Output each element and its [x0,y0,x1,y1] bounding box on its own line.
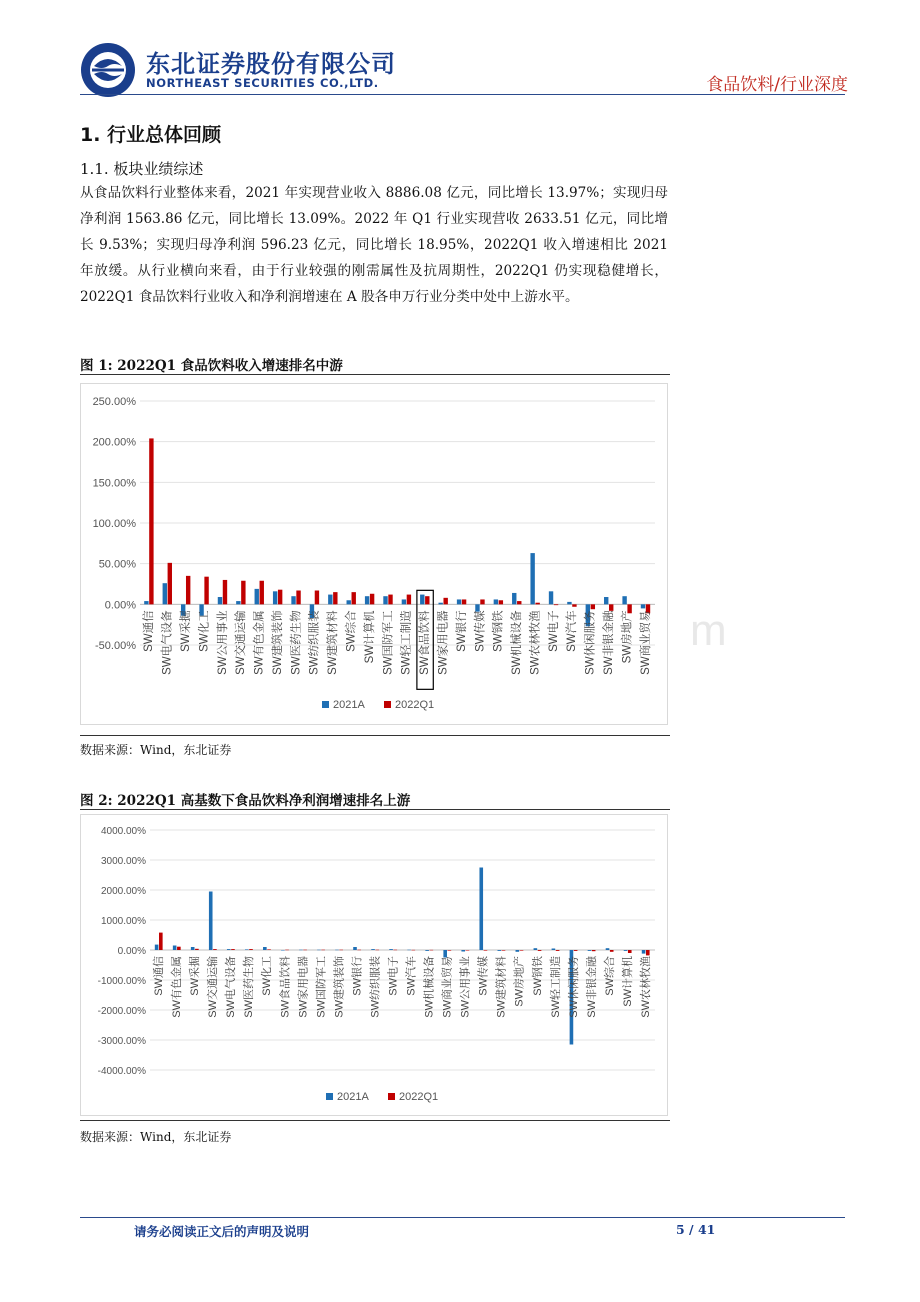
bar-2022Q1 [538,950,542,951]
y-tick-label: -4000.00% [97,1066,146,1077]
bar-2022Q1 [610,950,614,952]
bar-2021A [606,948,610,950]
bar-2022Q1 [177,947,181,950]
figure1-source: 数据来源：Wind，东北证券 [80,743,232,757]
figure1-title: 图 1: 2022Q1 食品饮料收入增速排名中游 [80,358,343,374]
bar-2022Q1 [315,591,319,605]
bar-2021A [383,596,387,604]
category-label: SW轻工制造 [549,956,562,1018]
bar-2021A [155,945,159,950]
y-tick-label: 3000.00% [100,856,146,867]
figure1-chart [80,383,668,725]
bar-2022Q1 [443,598,447,605]
bar-2021A [328,595,332,605]
bar-2022Q1 [357,950,361,951]
y-tick-label: 150.00% [92,477,136,490]
section-heading: 1. 行业总体回顾 [80,124,222,146]
bar-2021A [530,553,534,604]
net-profit-growth-chart [80,814,668,1116]
bar-2021A [516,950,520,952]
bar-2021A [273,591,277,604]
category-label: SW纺织服装 [308,610,321,675]
bar-2021A [641,604,645,608]
revenue-growth-chart [80,383,668,725]
y-tick-label: 1000.00% [100,916,146,927]
bar-2021A [255,589,259,604]
category-label: SW采掘 [189,956,202,996]
category-label: SW电气设备 [161,610,174,675]
bar-2022Q1 [186,576,190,604]
category-label: SW综合 [345,610,358,652]
legend-label: 2021A [337,1091,369,1103]
bar-2021A [263,947,267,950]
bar-2022Q1 [375,950,379,951]
category-label: SW家用电器 [437,610,450,675]
category-label: SW建筑材料 [327,610,340,675]
bar-2022Q1 [159,933,163,950]
bar-2022Q1 [609,604,613,611]
company-name-cn: 东北证券股份有限公司 [146,50,396,78]
bar-2022Q1 [499,600,503,604]
bar-2022Q1 [646,950,650,955]
bar-2022Q1 [502,950,506,951]
category-label: SW非银金融 [585,956,598,1018]
category-label: SW休闲服务 [567,956,580,1018]
bar-2022Q1 [370,594,374,605]
bar-2022Q1 [412,950,416,951]
category-label: SW电子 [547,610,560,652]
footer-disclaimer: 请务必阅读正文后的声明及说明 [134,1224,310,1239]
category-label: SW钢铁 [492,610,505,652]
bar-2022Q1 [249,949,253,950]
legend-swatch [388,1093,395,1100]
category-label: SW国防军工 [315,956,328,1018]
category-label: SW商业贸易 [639,610,652,675]
bar-2022Q1 [592,950,596,951]
bar-2021A [173,946,177,951]
bar-2022Q1 [149,438,153,604]
y-tick-label: -2000.00% [97,1006,146,1017]
category-label: SW国防军工 [382,610,395,675]
category-label: SW计算机 [621,956,634,1007]
bar-2022Q1 [168,563,172,604]
watermark: m [690,606,727,655]
category-label: SW机械设备 [423,956,436,1018]
category-label: SW钢铁 [531,956,544,996]
category-label: SW农林牧渔 [529,610,542,675]
legend-swatch [322,701,329,708]
bar-2022Q1 [628,950,632,953]
bar-2021A [317,950,321,951]
bar-2022Q1 [520,950,524,951]
category-label: SW交通运输 [207,956,220,1018]
bar-2022Q1 [484,950,488,951]
header-divider [80,94,845,95]
bar-2021A [402,599,406,604]
y-tick-label: 200.00% [92,436,136,449]
figure2-source: 数据来源：Wind，东北证券 [80,1130,232,1144]
bar-2021A [281,950,285,951]
bar-2022Q1 [425,596,429,604]
bar-2021A [497,950,501,951]
bar-2021A [299,950,303,951]
category-label: SW汽车 [405,956,418,996]
bar-2022Q1 [554,604,558,605]
figure1-bottom-rule [80,735,670,736]
y-tick-label: 2000.00% [100,886,146,897]
bar-2021A [144,601,148,604]
bar-2022Q1 [480,599,484,604]
category-label: SW传媒 [474,610,487,652]
bar-2021A [227,949,231,950]
category-label: SW房地产 [513,956,526,1007]
company-logo-icon [80,42,136,98]
category-label: SW休闲服务 [584,610,597,675]
category-label: SW医药生物 [243,956,256,1018]
bar-2021A [353,947,357,950]
bar-2021A [389,949,393,950]
category-label: SW家用电器 [297,956,310,1018]
bar-2021A [588,950,592,951]
bar-2022Q1 [223,580,227,604]
figure2-top-rule [80,809,670,810]
category-label: SW电气设备 [225,956,238,1018]
category-label: SW轻工制造 [400,610,413,675]
bar-2022Q1 [260,581,264,605]
bar-2021A [209,892,213,951]
category-label: SW交通运输 [235,610,248,675]
figure2-title: 图 2: 2022Q1 高基数下食品饮料净利润增速排名上游 [80,793,411,809]
bar-2022Q1 [241,581,245,605]
category-label: SW医药生物 [290,610,303,675]
bar-2021A [624,950,628,951]
category-label: SW电子 [387,956,400,996]
y-tick-label: -50.00% [95,640,136,652]
category-label: SW建筑装饰 [271,610,284,675]
bar-2021A [163,583,167,604]
bar-2022Q1 [517,601,521,604]
bar-2022Q1 [462,599,466,604]
category-label: SW建筑材料 [495,956,508,1018]
bar-2021A [494,599,498,604]
category-label: SW采掘 [179,610,192,652]
figure2-chart [80,814,668,1116]
bar-2021A [552,949,556,951]
bar-2021A [567,602,571,604]
bar-2021A [335,950,339,951]
legend-label: 2022Q1 [399,1091,439,1103]
category-label: SW汽车 [566,610,579,652]
bar-2022Q1 [303,950,307,951]
category-label: SW公用事业 [216,610,229,675]
bar-2021A [438,603,442,605]
category-label: SW农林牧渔 [639,956,652,1018]
bar-2021A [245,949,249,950]
bar-2022Q1 [278,590,282,605]
legend-label: 2022Q1 [395,699,435,711]
bar-2022Q1 [388,595,392,605]
legend-label: 2021A [333,699,365,711]
y-tick-label: -3000.00% [97,1036,146,1047]
bar-2021A [461,950,465,952]
category-label: SW通信 [153,956,166,996]
bar-2022Q1 [352,592,356,604]
bar-2021A [236,601,240,604]
company-name-en: NORTHEAST SECURITIES CO.,LTD. [146,76,379,90]
bar-2021A [420,595,424,605]
bar-2021A [512,593,516,604]
bar-2022Q1 [591,604,595,609]
bar-2022Q1 [213,949,217,950]
bar-2021A [479,868,483,951]
page-number: 5 / 41 [676,1222,716,1237]
bar-2022Q1 [393,950,397,951]
category-label: SW机械设备 [511,610,524,675]
figure1-top-rule [80,374,670,375]
bar-2021A [622,596,626,604]
bar-2021A [371,949,375,950]
category-label: SW计算机 [363,610,376,664]
bar-2022Q1 [296,591,300,605]
bar-2022Q1 [267,949,271,950]
bar-2021A [365,596,369,604]
category-label: SW有色金属 [171,956,184,1018]
bar-2022Q1 [556,950,560,951]
bar-2022Q1 [448,950,452,951]
category-label: SW建筑装饰 [333,956,346,1018]
bar-2021A [549,591,553,604]
category-label: SW综合 [603,956,616,996]
category-label: SW非银金融 [603,610,616,675]
footer-divider [80,1217,845,1218]
legend-swatch [384,701,391,708]
bar-2021A [604,597,608,604]
bar-2021A [191,947,195,950]
category-label: SW房地产 [621,610,634,664]
y-tick-label: -1000.00% [97,976,146,987]
page-header [0,0,920,100]
category-label: SW有色金属 [253,610,266,675]
bar-2022Q1 [333,592,337,604]
bar-2021A [457,599,461,604]
bar-2022Q1 [285,950,289,951]
bar-2022Q1 [430,950,434,951]
bar-2022Q1 [574,950,578,951]
body-paragraph: 从食品饮料行业整体来看，2021 年实现营业收入 8886.08 亿元，同比增长 13.97%；实现归母净利润 1563.86 亿元，同比增长 13.09%。2022 年 Q1 行业实现营收 2633.51 亿元，同比增长 9.53%；实现归母净利润 596.23 亿元，同比增长 18.95%，2022Q1 收入增速相比 2021 年放缓。从行业横向来看，由于行业较强的刚需属性及抗周期性，2022Q1 仍实现稳健增长，2022Q1 食品饮料行业收入和净利润增速在 A 股各申万行业分类中处中上游水平。 [80,185,668,305]
bar-2021A [218,597,222,604]
category-label: SW公用事业 [459,956,472,1018]
category-label: SW通信 [143,610,156,652]
bar-2021A [642,950,646,954]
report-category: 食品饮料/行业深度 [706,75,848,95]
bar-2021A [425,950,429,951]
bar-2022Q1 [339,950,343,951]
bar-2021A [534,948,538,950]
category-label: SW银行 [351,956,364,996]
bar-2021A [291,596,295,604]
y-tick-label: 0.00% [117,946,146,957]
category-label: SW食品饮料 [419,610,432,675]
category-label: SW银行 [455,610,468,652]
category-label: SW传媒 [477,956,490,996]
bar-2022Q1 [231,949,235,950]
category-label: SW商业贸易 [441,956,454,1018]
y-tick-label: 50.00% [98,558,136,571]
y-tick-label: 0.00% [104,599,136,612]
legend-swatch [326,1093,333,1100]
y-tick-label: 4000.00% [100,826,146,837]
category-label: SW纺织服装 [369,956,382,1018]
y-tick-label: 250.00% [92,396,136,408]
y-tick-label: 100.00% [92,518,136,530]
bar-2022Q1 [321,950,325,951]
category-label: SW食品饮料 [279,956,292,1018]
bar-2021A [407,950,411,951]
bar-2022Q1 [195,949,199,950]
bar-2022Q1 [466,950,470,951]
figure2-bottom-rule [80,1120,670,1121]
category-label: SW化工 [261,956,274,996]
subsection-heading: 1.1. 板块业绩综述 [80,160,204,178]
bar-2022Q1 [572,604,576,606]
category-label: SW化工 [198,610,211,652]
bar-2021A [347,600,351,604]
bar-2022Q1 [407,595,411,605]
bar-2022Q1 [204,577,208,605]
bar-2022Q1 [535,603,539,605]
